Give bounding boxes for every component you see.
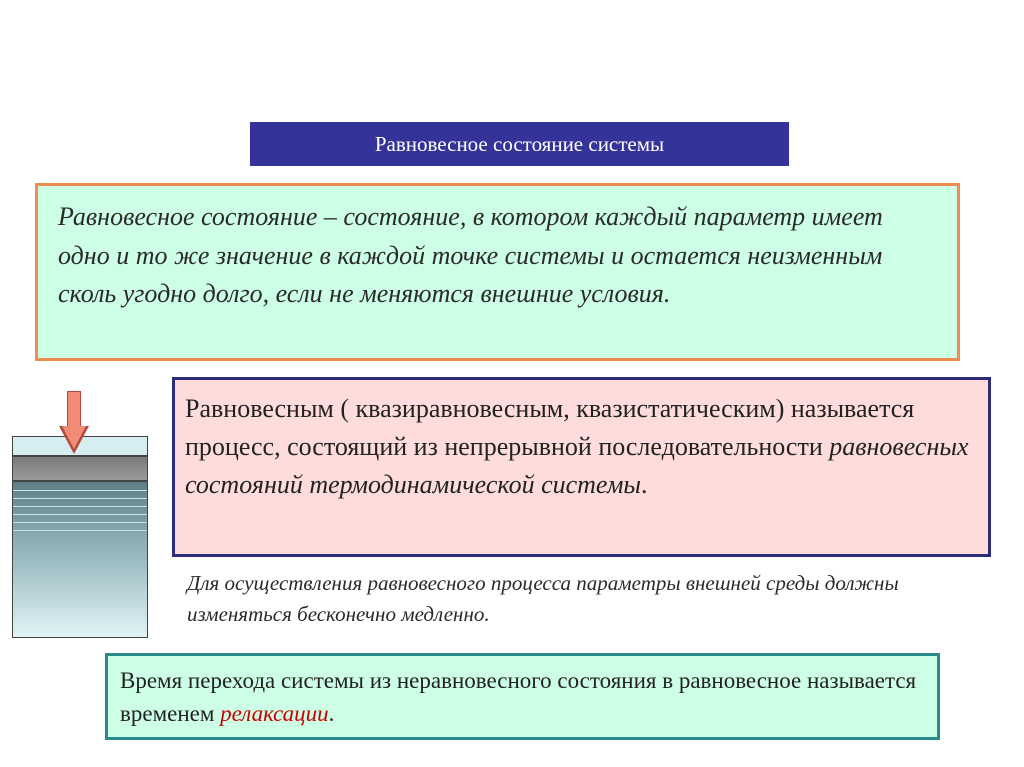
slide-title-text: Равновесное состояние системы bbox=[374, 131, 665, 156]
relaxation-box bbox=[105, 653, 940, 740]
cylinder-wall bbox=[12, 436, 148, 638]
definition-box bbox=[35, 183, 960, 361]
note-text: Для осуществления равновесного процесса параметры внешней среды должны изменяться бесконечно медленно. bbox=[187, 571, 899, 626]
arrow-head-fill bbox=[62, 426, 86, 449]
process-end-text: . bbox=[641, 470, 648, 499]
relaxation-term: релаксации bbox=[220, 701, 329, 726]
process-definition-box bbox=[172, 377, 991, 557]
relaxation-end-text: . bbox=[328, 701, 335, 726]
relaxation-lead-text: Время перехода системы из неравновесного состояния в равновесное называется временем bbox=[120, 668, 917, 726]
definition-text: Равновесное состояние – состояние, в котором каждый параметр имеет одно и то же значение в каждой точке системы и остается неизменным сколь угодно долго, если не меняются внешние условия. bbox=[58, 202, 883, 308]
process-italic-text: равновесных состояний термодинамической системы bbox=[185, 432, 969, 499]
arrow-shaft bbox=[67, 391, 81, 427]
slide-title bbox=[250, 122, 789, 166]
process-lead-text: Равновесным ( квазиравновесным, квазистатическим) называется процесс, состоящий из непрерывной последовательности bbox=[185, 394, 915, 461]
